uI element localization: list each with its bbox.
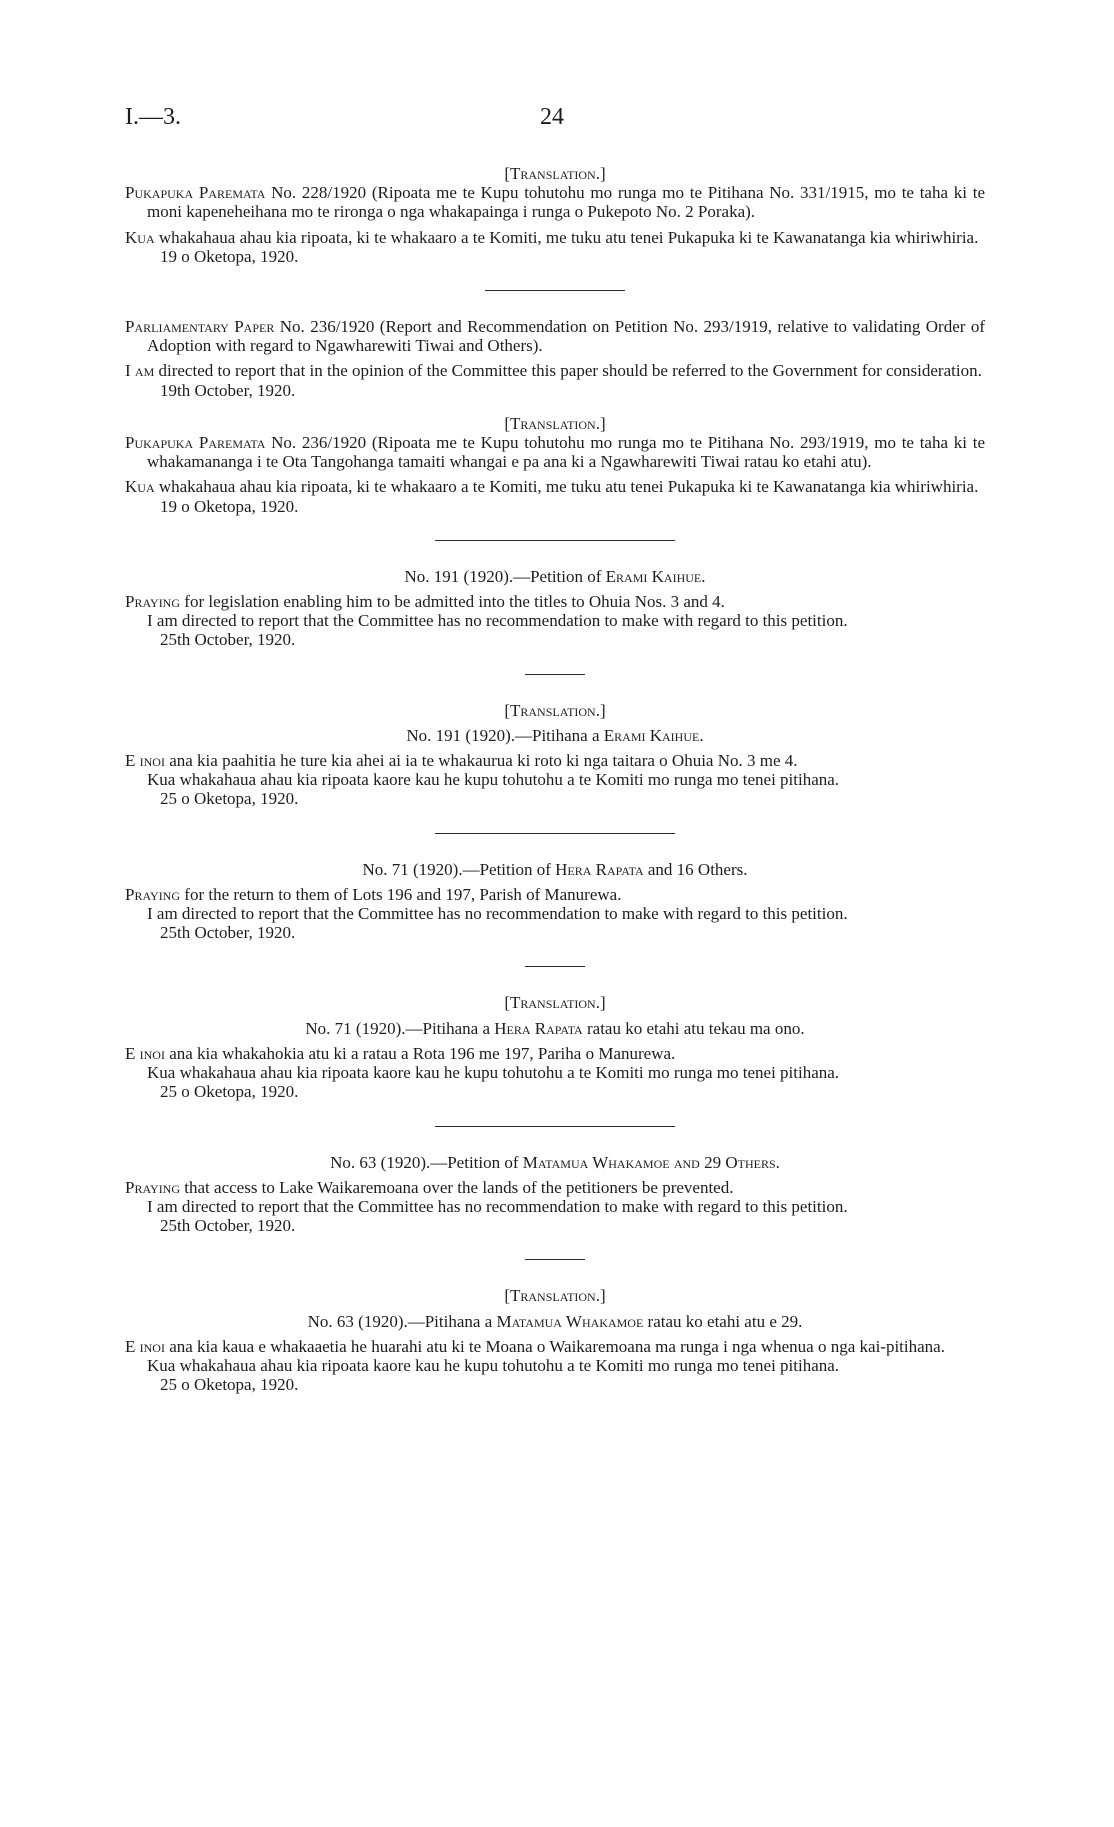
paragraph-text: ana kia kaua e whakaaetia he huarahi atu ki te Moana o Waikaremoana ma runga i nga whenua o nga kai-pitihana. xyxy=(164,1336,945,1356)
paragraph-text: ana kia paahitia he ture kia ahei ai ia te whakaurua ki roto ki nga taitara o Ohuia No. 3 me 4. xyxy=(164,751,798,771)
paragraph-text: ana kia whakahokia atu ki a ratau a Rota 196 me 197, Pariha o Manurewa. xyxy=(164,1043,676,1063)
date-text: 19 o Oketopa, 1920. xyxy=(160,246,299,266)
translation-label xyxy=(125,164,985,183)
heading-text: No. 236/1920 (Report and Recommendation on Petition No. 293/1919, relative to validating Order of Adoption with regard to Ngawharewiti Tiwai and Others). xyxy=(147,317,985,356)
title-suffix: ratau ko etahi atu tekau ma ono. xyxy=(582,1018,805,1038)
petitioner-name: Matamua Whakamoe and 29 Others xyxy=(522,1152,776,1172)
heading-text: No. 236/1920 (Ripoata me te Kupu tohutohu mo runga mo te Pitihana No. 293/1919, mo te taha ki te whakamananga i te Ota Tangohanga tamaiti whangai e pa ana ki a Ngawharewiti Tiwai ratau ko etahi atu). xyxy=(147,433,986,472)
date-line xyxy=(125,923,985,942)
paragraph xyxy=(125,477,985,496)
title-text: No. 63 (1920).—Petition of xyxy=(330,1152,523,1172)
paragraph-lead: E inoi xyxy=(125,1336,165,1356)
paragraph-text: Kua whakahaua ahau kia ripoata kaore kau he kupu tohutohu a te Komiti mo runga mo tenei pitihana. xyxy=(147,1355,840,1375)
translation-label-text: [Translation.] xyxy=(504,993,606,1013)
title-suffix: . xyxy=(701,566,706,586)
petitioner-name: Hera Rapata xyxy=(555,859,644,879)
paragraph-lead: Kua xyxy=(125,227,155,247)
section-divider xyxy=(525,966,585,967)
paragraph-text: directed to report that in the opinion of the Committee this paper should be referred to the Government for consideration. xyxy=(154,361,982,381)
date-line xyxy=(125,789,985,808)
date-line xyxy=(125,630,985,649)
translation-label xyxy=(125,414,985,433)
paragraph-text: whakahaua ahau kia ripoata, ki te whakaaro a te Komiti, me tuku atu tenei Pukapuka ki te Kawanatanga kia whiriwhiria. xyxy=(154,477,979,497)
paragraph-text: whakahaua ahau kia ripoata, ki te whakaaro a te Komiti, me tuku atu tenei Pukapuka ki te Kawanatanga kia whiriwhiria. xyxy=(154,227,979,247)
petition-title xyxy=(125,567,985,586)
paragraph-text: Kua whakahaua ahau kia ripoata kaore kau he kupu tohutohu a te Komiti mo runga mo tenei pitihana. xyxy=(147,770,840,790)
section-divider xyxy=(485,290,625,291)
translation-label-text: [Translation.] xyxy=(504,700,606,720)
paper-heading xyxy=(125,183,985,221)
section-divider xyxy=(435,1126,675,1127)
date-line xyxy=(125,497,985,516)
paper-heading xyxy=(125,433,985,471)
petition-title xyxy=(125,1312,985,1331)
section-divider xyxy=(435,833,675,834)
translation-label xyxy=(125,993,985,1012)
paragraph xyxy=(125,1044,985,1063)
report-paragraph xyxy=(125,770,985,789)
paragraph xyxy=(125,228,985,247)
translation-label-text: [Translation.] xyxy=(504,413,606,433)
title-text: No. 71 (1920).—Pitihana a xyxy=(305,1018,495,1038)
report-paragraph xyxy=(125,611,985,630)
petition-title xyxy=(125,726,985,745)
heading-text: No. 228/1920 (Ripoata me te Kupu tohutohu mo runga mo te Pitihana No. 331/1915, mo te taha ki te moni kapeneheihana mo te rironga o nga whakapainga i runga o Pukepoto No. 2 Poraka). xyxy=(147,183,986,222)
report-paragraph xyxy=(125,1197,985,1216)
petitioner-name: Matamua Whakamoe xyxy=(496,1311,644,1331)
paragraph-text: I am directed to report that the Committee has no recommendation to make with regard to this petition. xyxy=(147,611,848,631)
date-text: 25th October, 1920. xyxy=(160,1216,296,1236)
paragraph-text: Kua whakahaua ahau kia ripoata kaore kau he kupu tohutohu a te Komiti mo runga mo tenei pitihana. xyxy=(147,1063,840,1083)
paragraph-text: that access to Lake Waikaremoana over the lands of the petitioners be prevented. xyxy=(180,1177,734,1197)
paragraph-lead: E inoi xyxy=(125,1043,165,1063)
date-text: 19th October, 1920. xyxy=(160,380,296,400)
date-line xyxy=(125,381,985,400)
paragraph xyxy=(125,885,985,904)
title-text: No. 191 (1920).—Pitihana a xyxy=(406,725,604,745)
date-text: 19 o Oketopa, 1920. xyxy=(160,496,299,516)
report-paragraph xyxy=(125,1356,985,1375)
date-text: 25 o Oketopa, 1920. xyxy=(160,789,299,809)
paragraph-lead: Praying xyxy=(125,592,181,612)
petitioner-name: Hera Rapata xyxy=(494,1018,583,1038)
paragraph-lead: Praying xyxy=(125,1177,181,1197)
translation-label-text: [Translation.] xyxy=(504,164,606,183)
title-suffix: . xyxy=(775,1152,780,1172)
petition-title xyxy=(125,1153,985,1172)
section-divider xyxy=(525,1259,585,1260)
report-paragraph xyxy=(125,1063,985,1082)
paragraph-text: for legislation enabling him to be admitted into the titles to Ohuia Nos. 3 and 4. xyxy=(180,592,725,612)
paragraph xyxy=(125,751,985,770)
paper-heading xyxy=(125,317,985,355)
page-number: 24 xyxy=(540,104,564,130)
section-divider xyxy=(435,540,675,541)
page-reference: I.—3. xyxy=(125,104,181,130)
date-line xyxy=(125,1082,985,1101)
date-text: 25th October, 1920. xyxy=(160,630,296,650)
paragraph-lead: Kua xyxy=(125,477,155,497)
paragraph-text: I am directed to report that the Committee has no recommendation to make with regard to this petition. xyxy=(147,1196,848,1216)
title-suffix: . xyxy=(699,725,704,745)
date-text: 25 o Oketopa, 1920. xyxy=(160,1082,299,1102)
heading-lead: Pukapuka Paremata xyxy=(125,433,266,453)
paragraph xyxy=(125,1337,985,1356)
translation-label xyxy=(125,1286,985,1305)
title-text: No. 71 (1920).—Petition of xyxy=(362,859,556,879)
date-line xyxy=(125,1216,985,1235)
paragraph-text: I am directed to report that the Committee has no recommendation to make with regard to this petition. xyxy=(147,904,848,924)
translation-label-text: [Translation.] xyxy=(504,1286,606,1306)
petitioner-name: Erami Kaihue xyxy=(605,566,702,586)
page-header xyxy=(125,104,985,138)
heading-lead: Parliamentary Paper xyxy=(125,317,275,337)
date-text: 25th October, 1920. xyxy=(160,923,296,943)
paragraph xyxy=(125,592,985,611)
document-body xyxy=(125,150,985,1394)
petition-title xyxy=(125,1019,985,1038)
title-suffix: ratau ko etahi atu e 29. xyxy=(643,1311,803,1331)
paragraph-lead: I am xyxy=(125,361,155,381)
paragraph-lead: E inoi xyxy=(125,751,165,771)
title-suffix: and 16 Others. xyxy=(643,859,748,879)
paragraph xyxy=(125,1178,985,1197)
heading-lead: Pukapuka Paremata xyxy=(125,183,266,203)
petition-title xyxy=(125,860,985,879)
date-line xyxy=(125,247,985,266)
petitioner-name: Erami Kaihue xyxy=(603,725,700,745)
date-text: 25 o Oketopa, 1920. xyxy=(160,1375,299,1395)
date-line xyxy=(125,1375,985,1394)
paragraph-text: for the return to them of Lots 196 and 197, Parish of Manurewa. xyxy=(180,884,622,904)
paragraph xyxy=(125,361,985,380)
title-text: No. 63 (1920).—Pitihana a xyxy=(307,1311,497,1331)
report-paragraph xyxy=(125,904,985,923)
title-text: No. 191 (1920).—Petition of xyxy=(404,566,606,586)
section-divider xyxy=(525,674,585,675)
translation-label xyxy=(125,701,985,720)
paragraph-lead: Praying xyxy=(125,884,181,904)
